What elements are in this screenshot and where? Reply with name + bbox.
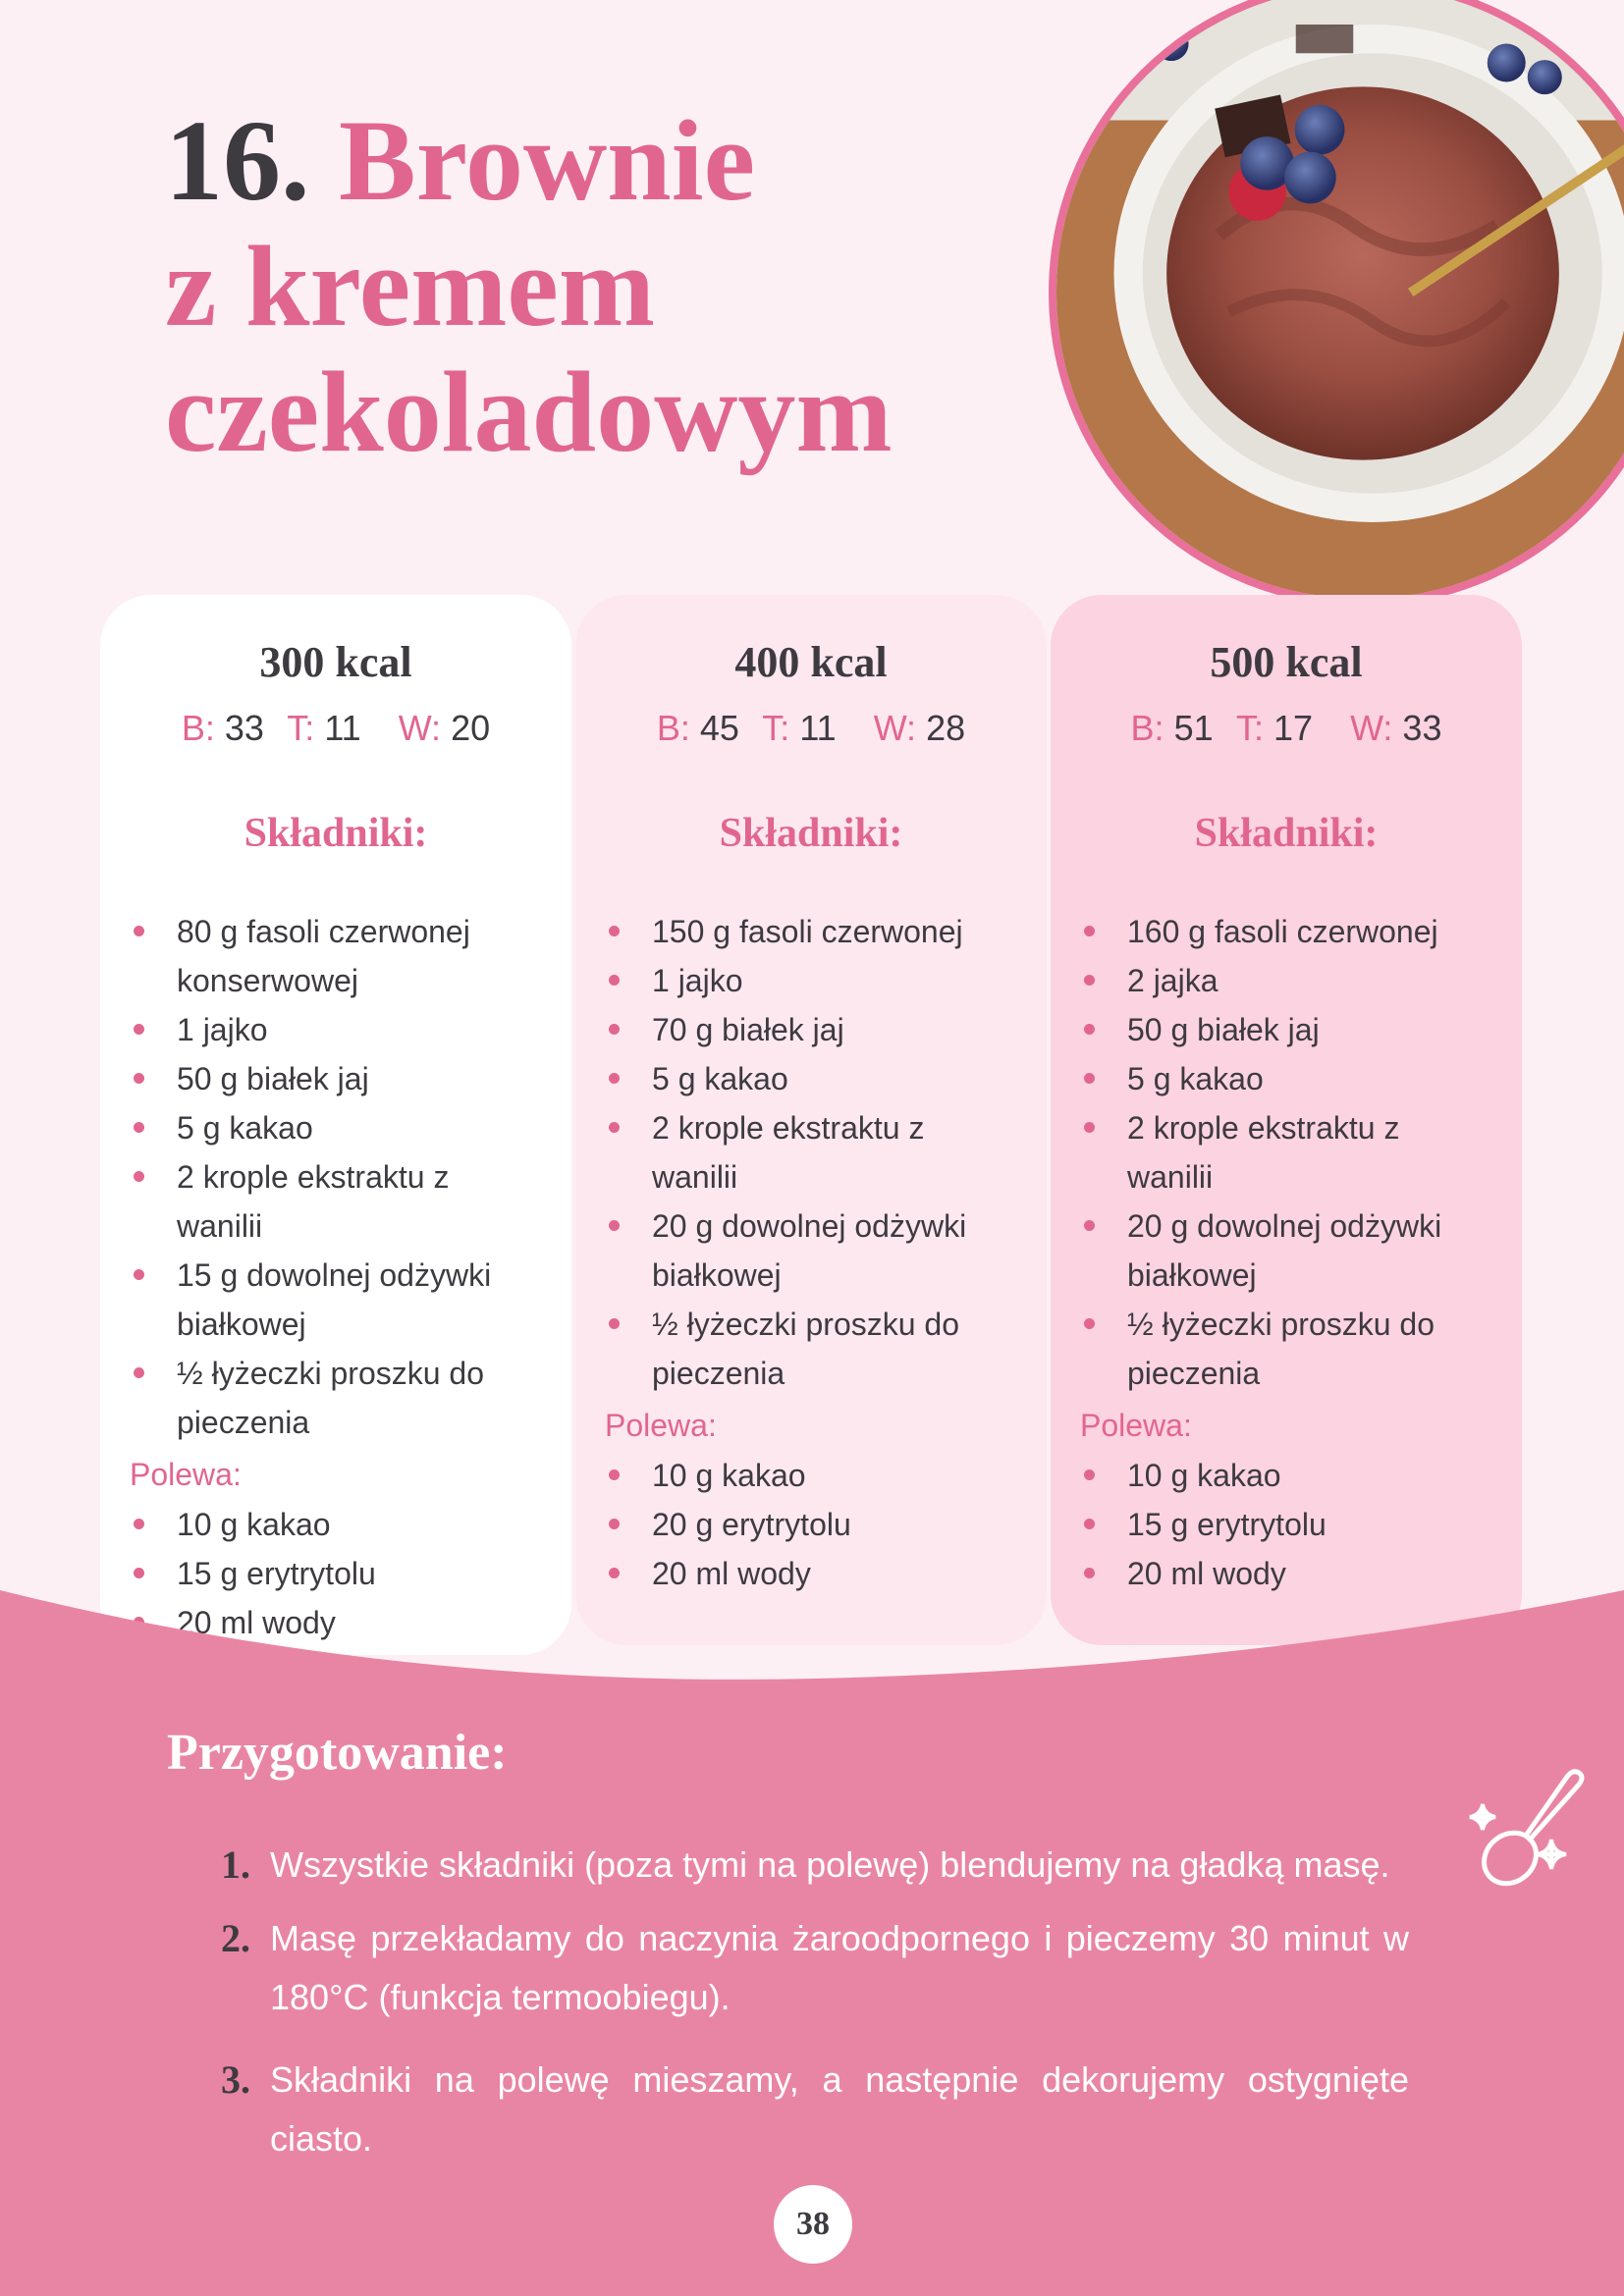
list-item: 15 g dowolnej odżywki białkowej xyxy=(130,1251,542,1349)
list-item: 20 ml wody xyxy=(130,1598,542,1647)
macros-row xyxy=(1080,699,1492,758)
page-number: 38 xyxy=(774,2185,852,2264)
list-item: 10 g kakao xyxy=(1080,1451,1492,1500)
carbs-value: 20 xyxy=(451,708,491,748)
protein-value: 45 xyxy=(699,708,739,748)
variant-card-400 xyxy=(575,595,1047,1645)
ingredients-heading: Składniki: xyxy=(719,811,903,856)
list-item: 2 jajka xyxy=(1080,956,1492,1005)
protein-value: 33 xyxy=(224,708,264,748)
list-item: ½ łyżeczki proszku do pieczenia xyxy=(605,1300,1017,1398)
spoon-sparkle-icon xyxy=(1453,1757,1600,1904)
list-item: 2 krople ekstraktu z wanilii xyxy=(1080,1103,1492,1201)
carbs-label: W: xyxy=(873,708,917,748)
preparation-step xyxy=(221,1836,1409,1895)
list-item: 5 g kakao xyxy=(605,1054,1017,1103)
fat-value: 17 xyxy=(1273,708,1314,748)
recipe-title xyxy=(165,98,1049,475)
protein-label: B: xyxy=(181,708,215,748)
list-item: 5 g kakao xyxy=(130,1103,542,1152)
carbs-value: 33 xyxy=(1402,708,1442,748)
preparation-heading: Przygotowanie: xyxy=(167,1725,508,1781)
carbs-label: W: xyxy=(398,708,442,748)
title-line-2: z kremem xyxy=(165,222,656,350)
list-item: 150 g fasoli czerwonej xyxy=(605,907,1017,956)
title-line-3: czekoladowym xyxy=(165,347,893,476)
list-item: 15 g erytrytolu xyxy=(1080,1500,1492,1549)
list-item: 20 g dowolnej odżywki białkowej xyxy=(1080,1201,1492,1300)
protein-value: 51 xyxy=(1173,708,1214,748)
list-item: 50 g białek jaj xyxy=(130,1054,542,1103)
carbs-label: W: xyxy=(1350,708,1393,748)
list-item: 15 g erytrytolu xyxy=(130,1549,542,1598)
preparation-steps xyxy=(221,1836,1409,2168)
brownie-bowl-illustration xyxy=(1056,0,1624,599)
list-item: 2 krople ekstraktu z wanilii xyxy=(605,1103,1017,1201)
macros-row xyxy=(605,699,1017,758)
kcal-label: 400 kcal xyxy=(734,638,888,686)
step-number: 1. xyxy=(221,1842,250,1887)
list-item: ½ łyżeczki proszku do pieczenia xyxy=(130,1349,542,1447)
topping-heading: Polewa: xyxy=(605,1408,717,1443)
list-item: 10 g kakao xyxy=(130,1500,542,1549)
list-item: 20 g dowolnej odżywki białkowej xyxy=(605,1201,1017,1300)
ingredients-list xyxy=(605,907,1017,1398)
topping-heading: Polewa: xyxy=(1080,1408,1192,1443)
protein-label: B: xyxy=(1130,708,1164,748)
preparation-step xyxy=(221,2051,1409,2168)
list-item: 160 g fasoli czerwonej xyxy=(1080,907,1492,956)
carbs-value: 28 xyxy=(926,708,966,748)
list-item: 80 g fasoli czerwonej konserwowej xyxy=(130,907,542,1005)
list-item: 10 g kakao xyxy=(605,1451,1017,1500)
list-item: 1 jajko xyxy=(130,1005,542,1054)
step-text: Składniki na polewę mieszamy, a następnie dekorujemy ostygnięte ciasto. xyxy=(270,2059,1409,2159)
recipe-number: 16. xyxy=(165,96,310,225)
list-item: 1 jajko xyxy=(605,956,1017,1005)
fat-value: 11 xyxy=(324,708,361,748)
list-item: 5 g kakao xyxy=(1080,1054,1492,1103)
list-item: ½ łyżeczki proszku do pieczenia xyxy=(1080,1300,1492,1398)
variant-card-300 xyxy=(100,595,571,1655)
kcal-label: 300 kcal xyxy=(259,638,412,686)
list-item: 2 krople ekstraktu z wanilii xyxy=(130,1152,542,1251)
ingredients-list xyxy=(1080,907,1492,1398)
title-main-word: Brownie xyxy=(339,96,755,225)
protein-label: B: xyxy=(656,708,690,748)
step-text: Wszystkie składniki (poza tymi na polewę) blendujemy na gładką masę. xyxy=(270,1844,1390,1885)
brownie-bowl-photo xyxy=(1049,0,1624,607)
ingredients-heading: Składniki: xyxy=(244,811,428,856)
ingredients-list xyxy=(130,907,542,1447)
list-item: 70 g białek jaj xyxy=(605,1005,1017,1054)
title-line-1 xyxy=(165,98,1049,224)
fat-label: T: xyxy=(762,708,790,748)
list-item: 50 g białek jaj xyxy=(1080,1005,1492,1054)
fat-label: T: xyxy=(287,708,315,748)
fat-label: T: xyxy=(1235,708,1264,748)
step-text: Masę przekładamy do naczynia żaroodpornego i pieczemy 30 minut w 180°C (funkcja termoobiegu). xyxy=(270,1918,1409,2017)
macros-row xyxy=(130,699,542,758)
kcal-label: 500 kcal xyxy=(1210,638,1363,686)
list-item: 20 g erytrytolu xyxy=(605,1500,1017,1549)
ingredients-heading: Składniki: xyxy=(1194,811,1379,856)
preparation-step xyxy=(221,1909,1409,2027)
list-item: 20 ml wody xyxy=(1080,1549,1492,1598)
list-item: 20 ml wody xyxy=(605,1549,1017,1598)
fat-value: 11 xyxy=(799,708,837,748)
step-number: 3. xyxy=(221,2057,250,2102)
step-number: 2. xyxy=(221,1916,250,1960)
variant-card-500 xyxy=(1051,595,1522,1645)
topping-heading: Polewa: xyxy=(130,1457,242,1492)
